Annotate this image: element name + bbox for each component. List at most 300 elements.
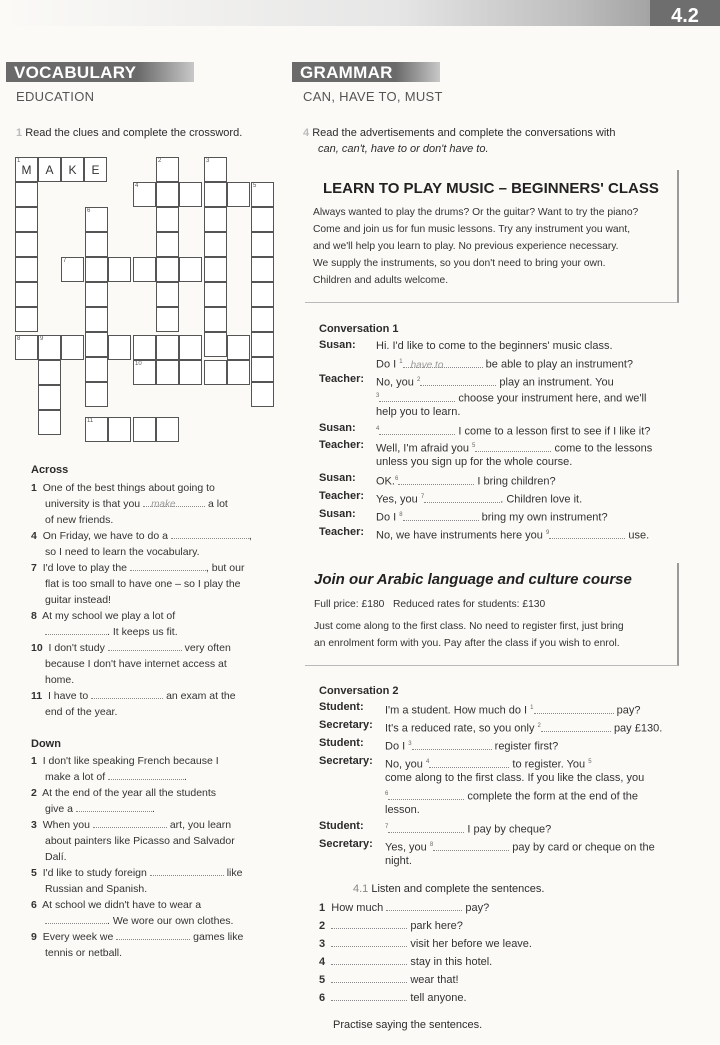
advert-price-reduced: Reduced rates for students: £130 (393, 599, 546, 610)
crossword-cell[interactable] (179, 182, 202, 207)
advert-price (314, 596, 674, 613)
dialogue-text: OK. (376, 475, 395, 488)
dialogue-text: come along to the first class. If you like the class, you (385, 772, 645, 784)
instruction-text: Read the advertisements and complete the conversations with (312, 127, 616, 139)
dialogue-line: Yes, you $^7$ . Children love it. (376, 493, 583, 506)
vocabulary-banner: VOCABULARY (6, 62, 194, 82)
clue-text: make a lot of (45, 771, 106, 783)
answer-blank[interactable] (108, 769, 184, 780)
crossword-cell[interactable] (133, 257, 156, 282)
clue-down-9 (31, 929, 291, 961)
clue-text: I'd love to play the (42, 562, 127, 574)
sentence-text: How much (331, 902, 384, 914)
sentence-item (319, 954, 492, 970)
sentence-item (319, 990, 467, 1006)
unit-tab: 4.2 (650, 0, 720, 26)
crossword-cell[interactable] (38, 157, 61, 182)
crossword-cell[interactable] (156, 360, 179, 385)
instruction-text: can, can't, have to or don't have to. (318, 143, 489, 155)
clue-down-5 (31, 865, 291, 897)
dialogue-text: . Children love it. (500, 493, 583, 506)
answer-blank[interactable] (108, 640, 182, 651)
answer-blank[interactable] (379, 391, 455, 402)
clue-text: university is that you (45, 498, 141, 510)
crossword-cell[interactable] (85, 382, 108, 407)
crossword-cell[interactable] (133, 417, 156, 442)
answer-blank[interactable] (45, 913, 107, 924)
speaker-label: Secretary: (319, 838, 373, 850)
crossword-cell[interactable] (251, 307, 274, 332)
speaker-label: Teacher: (319, 373, 365, 385)
clue-number: 5 (31, 867, 37, 879)
crossword-cell[interactable] (15, 257, 38, 282)
crossword-cell[interactable] (15, 232, 38, 257)
crossword-cell[interactable] (204, 182, 227, 207)
answer-blank[interactable] (331, 918, 407, 929)
dialogue-text: come to the lessons (554, 442, 653, 455)
dialogue-text: Yes, you (376, 493, 418, 506)
dialogue-text: Do I (385, 740, 406, 753)
answer-blank[interactable] (45, 624, 107, 635)
crossword-cell[interactable] (204, 360, 227, 385)
clue-across-7 (31, 560, 291, 608)
answer-blank[interactable] (541, 721, 611, 732)
clue-number: 4 (31, 530, 37, 542)
clue-text: When you (42, 819, 90, 831)
across-heading: Across (31, 464, 69, 476)
answer-blank[interactable] (150, 865, 224, 876)
dialogue-text: I bring children? (477, 475, 556, 488)
dialogue-text: play an instrument. You (499, 376, 614, 389)
item-number: 4 (319, 956, 326, 968)
clue-number: 2 (31, 787, 37, 799)
dialogue-text: No, we have instruments here you (376, 529, 543, 542)
crossword-cell[interactable] (156, 335, 179, 360)
clue-text: At school we didn't have to wear a (42, 899, 202, 911)
crossword-cell[interactable] (85, 307, 108, 332)
dialogue-line: Yes, you $^8$ pay by card or cheque on the (385, 841, 655, 854)
clue-number: 11 (31, 690, 43, 702)
clue-text: tennis or netball. (45, 947, 123, 959)
answer-blank[interactable] (424, 492, 500, 503)
clue-across-4 (31, 528, 291, 560)
crossword-cell[interactable] (38, 385, 61, 410)
conversation-1 (319, 338, 679, 548)
item-number: 3 (319, 938, 326, 950)
answer-blank[interactable] (475, 441, 551, 452)
clue-down-1 (31, 753, 291, 785)
crossword-cell[interactable]: 9 (38, 335, 61, 360)
dialogue-text: choose your instrument here, and we'll (458, 392, 647, 405)
dialogue-text: No, you (376, 376, 414, 389)
crossword-cell[interactable]: 8 (15, 335, 38, 360)
clue-text: like (226, 867, 243, 879)
crossword-cell[interactable]: 11 (85, 417, 108, 442)
clue-number: 9 (31, 931, 37, 943)
clue-across-11 (31, 688, 291, 720)
crossword-cell[interactable]: 2 (156, 157, 179, 182)
crossword-cell[interactable] (204, 232, 227, 257)
crossword-cell[interactable] (156, 282, 179, 307)
crossword-cell[interactable] (204, 257, 227, 282)
clue-text: Russian and Spanish. (45, 883, 148, 895)
clue-text: . We wore our own clothes. (107, 915, 234, 927)
clue-text: because I don't have internet access at (45, 658, 227, 670)
speaker-label: Teacher: (319, 439, 365, 451)
exercise-number: 4 (303, 127, 310, 139)
clue-text: end of the year. (45, 706, 118, 718)
crossword-cell[interactable] (108, 335, 131, 360)
sentence-item (319, 972, 459, 988)
sample-answer: make (151, 499, 176, 510)
clue-text: an exam at the (166, 690, 236, 702)
crossword-cell[interactable] (179, 335, 202, 360)
dialogue-text: I pay by cheque? (467, 823, 552, 836)
grammar-banner: GRAMMAR (292, 62, 440, 82)
answer-blank[interactable] (403, 510, 479, 521)
answer-blank[interactable] (549, 528, 625, 539)
speaker-label: Teacher: (319, 490, 365, 502)
sentence-item (319, 936, 532, 952)
clue-text: of new friends. (45, 514, 114, 526)
speaker-label: Secretary: (319, 719, 373, 731)
crossword-letter: K (68, 163, 77, 177)
crossword-letter: A (45, 163, 54, 177)
clue-text: Every week we (42, 931, 114, 943)
crossword-cell[interactable] (85, 232, 108, 257)
crossword-cell[interactable] (227, 360, 250, 385)
crossword-letter: M (21, 163, 32, 177)
answer-blank[interactable] (379, 424, 455, 435)
crossword-cell[interactable] (108, 257, 131, 282)
dialogue-line: $^3$ choose your instrument here, and we'll (376, 392, 647, 405)
advert-line: an enrolment form with you. Pay after the class if you wish to enrol. (314, 638, 620, 649)
crossword-cell[interactable] (133, 335, 156, 360)
clue-down-2 (31, 785, 291, 817)
dialogue-text: I'm a student. How much do I (385, 704, 528, 717)
crossword-cell[interactable] (156, 417, 179, 442)
speaker-label: Student: (319, 820, 364, 832)
clue-text: give a (45, 803, 74, 815)
clue-text: . It keeps us fit. (107, 626, 178, 638)
answer-blank[interactable] (331, 972, 407, 983)
vocabulary-instruction (16, 125, 286, 141)
crossword-cell[interactable] (251, 207, 274, 232)
dialogue-text: pay? (616, 704, 641, 717)
dialogue-text: Well, I'm afraid you (376, 442, 469, 455)
clue-text: I don't study (48, 642, 105, 654)
dialogue-line: No, you $^4$ to register. You $^5$ (385, 758, 592, 771)
sentence-text: visit her before we leave. (410, 938, 532, 950)
dialogue-line: $^7$ I pay by cheque? (385, 823, 552, 836)
dialogue-line: OK.$^6$ I bring children? (376, 475, 556, 488)
sentence-text: tell anyone. (410, 992, 467, 1004)
answer-blank[interactable] (388, 789, 464, 800)
sentence-item (319, 900, 489, 916)
clue-text: One of the best things about going to (42, 482, 215, 494)
crossword-cell[interactable]: 3 (204, 157, 227, 182)
crossword-cell[interactable]: 7 (61, 257, 84, 282)
dialogue-line (385, 853, 412, 869)
dialogue-text: Hi. I'd like to come to the beginners' music class. (376, 340, 613, 352)
clue-number: 8 (31, 610, 37, 622)
dialogue-line: Do I $^3$ register first? (385, 740, 559, 753)
instruction-text: Listen and complete the sentences. (371, 883, 545, 895)
answer-blank[interactable] (130, 560, 206, 571)
crossword-cell[interactable] (251, 282, 274, 307)
answer-blank[interactable] (429, 757, 509, 768)
clue-down-6 (31, 897, 291, 929)
dialogue-line: Do I $^1$ have to be able to play an instrument? (376, 358, 634, 371)
grammar-subtitle: CAN, HAVE TO, MUST (303, 89, 443, 104)
crossword-cell[interactable] (38, 360, 61, 385)
clue-text: I don't like speaking French because I (42, 755, 219, 767)
answer-blank[interactable] (398, 474, 474, 485)
clue-text: guitar instead! (45, 594, 111, 606)
crossword-cell[interactable] (61, 157, 84, 182)
top-bar (0, 0, 720, 26)
crossword-cell[interactable] (84, 157, 107, 182)
answer-blank[interactable] (331, 936, 407, 947)
clue-text: art, you learn (169, 819, 232, 831)
clue-number: 7 (31, 562, 37, 574)
dialogue-line: It's a reduced rate, so you only $^2$ pay £130. (385, 722, 663, 735)
dialogue-line: $^4$ I come to a lesson first to see if I like it? (376, 425, 651, 438)
dialogue-line: Well, I'm afraid you $^5$ come to the lessons (376, 442, 653, 455)
sentence-item (319, 918, 463, 934)
crossword-cell[interactable] (251, 332, 274, 357)
advert-body (314, 596, 674, 652)
dialogue-text: I come to a lesson first to see if I like it? (458, 425, 651, 438)
dialogue-line (385, 802, 420, 818)
dialogue-text: It's a reduced rate, so you only (385, 722, 535, 735)
sample-answer: have to (410, 359, 444, 371)
clue-down-3 (31, 817, 291, 865)
answer-blank[interactable] (403, 357, 483, 371)
advert-line: We supply the instruments, so you don't need to bring your own. (313, 258, 606, 269)
clue-number: 6 (31, 899, 37, 911)
advert-arabic (305, 563, 679, 666)
advert-body (313, 204, 675, 289)
dialogue-line: No, you $^2$ play an instrument. You (376, 376, 614, 389)
crossword-cell[interactable] (15, 282, 38, 307)
advert-line: Just come along to the first class. No need to register first, just bring (314, 621, 624, 632)
crossword-cell[interactable] (156, 257, 179, 282)
sentence-text: wear that! (410, 974, 459, 986)
item-number: 2 (319, 920, 326, 932)
speaker-label: Student: (319, 737, 364, 749)
item-number: 6 (319, 992, 326, 1004)
crossword-cell[interactable] (204, 307, 227, 332)
crossword-cell[interactable]: 4 (133, 182, 156, 207)
clue-text: home. (45, 674, 75, 686)
crossword-cell[interactable] (204, 332, 227, 357)
conversation-2 (319, 700, 679, 870)
advert-music (305, 170, 679, 303)
crossword-cell[interactable] (227, 335, 250, 360)
clue-text: a lot (207, 498, 228, 510)
conversation-2-title: Conversation 2 (319, 685, 399, 697)
speaker-label: Susan: (319, 339, 356, 351)
listen-sentences (319, 900, 679, 1010)
clue-text: On Friday, we have to do a (42, 530, 168, 542)
crossword-cell[interactable] (15, 207, 38, 232)
crossword-cell[interactable] (85, 357, 108, 382)
crossword-cell[interactable] (85, 257, 108, 282)
answer-blank[interactable] (412, 739, 492, 750)
clue-text: Dalí. (45, 851, 67, 863)
crossword-cell[interactable] (204, 207, 227, 232)
clue-across-1 (31, 480, 291, 528)
clue-text: . (151, 803, 155, 815)
dialogue-text: pay by card or cheque on the (512, 841, 655, 854)
dialogue-text: Do I (376, 511, 397, 524)
clue-text: I have to (47, 690, 89, 702)
item-number: 1 (319, 902, 326, 914)
crossword-cell[interactable] (156, 307, 179, 332)
instruction-text: Read the clues and complete the crossword. (25, 127, 243, 139)
clue-number: 3 (31, 819, 37, 831)
answer-blank[interactable] (388, 822, 464, 833)
crossword-cell[interactable] (156, 232, 179, 257)
advert-line: Children and adults welcome. (313, 275, 449, 286)
answer-blank[interactable] (116, 929, 190, 940)
item-number: 5 (319, 974, 326, 986)
crossword-cell[interactable] (251, 357, 274, 382)
crossword-cell[interactable]: 5 (251, 182, 274, 207)
audio-track-number: 4.1 (353, 883, 369, 895)
dialogue-text: bring my own instrument? (481, 511, 608, 524)
dialogue-text: night. (385, 855, 412, 867)
crossword-cell[interactable] (251, 382, 274, 407)
clue-number: 10 (31, 642, 43, 654)
advert-price-full: Full price: £180 (314, 599, 385, 610)
dialogue-line (376, 338, 613, 354)
crossword-cell[interactable] (38, 410, 61, 435)
crossword-cell[interactable] (204, 282, 227, 307)
crossword-cell[interactable] (15, 182, 38, 207)
crossword-cell[interactable] (179, 257, 202, 282)
clue-text: I'd like to study foreign (42, 867, 147, 879)
dialogue-text: register first? (494, 740, 559, 753)
exercise-number: 1 (16, 127, 23, 139)
clue-text: about painters like Picasso and Salvador (45, 835, 235, 847)
crossword-cell[interactable] (156, 182, 179, 207)
crossword-cell[interactable] (85, 332, 108, 357)
across-clues (31, 480, 291, 720)
down-clues (31, 753, 291, 961)
clue-text: . (184, 771, 187, 783)
crossword-cell[interactable] (61, 335, 84, 360)
dialogue-line: Do I $^8$ bring my own instrument? (376, 511, 608, 524)
speaker-label: Susan: (319, 508, 356, 520)
crossword-cell[interactable] (179, 360, 202, 385)
sentence-text: stay in this hotel. (410, 956, 493, 968)
speaker-label: Susan: (319, 472, 356, 484)
dialogue-text: be able to play an instrument? (485, 358, 634, 371)
advert-line: Always wanted to play the drums? Or the guitar? Want to try the piano? (313, 207, 639, 218)
advert-line: and we'll help you learn to play. No previous experience necessary. (313, 241, 619, 252)
crossword-cell[interactable] (108, 417, 131, 442)
clue-number: 1 (31, 755, 37, 767)
answer-blank[interactable] (143, 496, 205, 510)
dialogue-text: No, you (385, 758, 423, 771)
dialogue-line (385, 770, 644, 786)
answer-blank[interactable] (331, 990, 407, 1001)
dialogue-text: complete the form at the end of the (467, 790, 639, 803)
crossword-cell[interactable]: 6 (85, 207, 108, 232)
crossword-cell[interactable] (85, 282, 108, 307)
vocabulary-subtitle: EDUCATION (16, 89, 95, 104)
answer-blank[interactable] (331, 954, 407, 965)
dialogue-line: I'm a student. How much do I $^1$ pay? (385, 704, 641, 717)
dialogue-line (376, 454, 572, 470)
sentence-text: pay? (465, 902, 490, 914)
clue-across-10 (31, 640, 291, 688)
advert-title: LEARN TO PLAY MUSIC – BEGINNERS' CLASS (323, 180, 659, 197)
dialogue-text: Yes, you (385, 841, 427, 854)
answer-blank[interactable] (420, 375, 496, 386)
speaker-label: Secretary: (319, 755, 373, 767)
answer-blank[interactable] (171, 528, 249, 539)
grammar-instruction (303, 125, 683, 157)
clue-text: At my school we play a lot of (42, 610, 176, 622)
answer-blank[interactable] (433, 840, 509, 851)
clue-across-8 (31, 608, 291, 640)
clue-text: , but our (205, 562, 245, 574)
dialogue-text: unless you sign up for the whole course. (376, 456, 573, 468)
dialogue-text: help you to learn. (376, 406, 461, 418)
clue-text: so I need to learn the vocabulary. (45, 546, 200, 558)
answer-blank[interactable] (386, 900, 462, 911)
clue-text: At the end of the year all the students (42, 787, 217, 799)
clue-text: games like (193, 931, 244, 943)
clue-text: , (248, 530, 252, 542)
down-heading: Down (31, 738, 61, 750)
crossword-cell[interactable]: 1 M (15, 157, 38, 182)
clue-text: very often (184, 642, 231, 654)
practise-instruction: Practise saying the sentences. (333, 1019, 483, 1031)
answer-blank[interactable] (534, 703, 614, 714)
speaker-label: Teacher: (319, 526, 365, 538)
crossword-cell[interactable] (251, 232, 274, 257)
answer-blank[interactable] (91, 688, 163, 699)
clue-number: 1 (31, 482, 37, 494)
dialogue-line: No, we have instruments here you $^9$ use. (376, 529, 650, 542)
listen-instruction (353, 881, 544, 897)
crossword-cell[interactable]: 10 (133, 360, 156, 385)
dialogue-text: Do I (376, 358, 397, 371)
crossword-cell[interactable] (251, 257, 274, 282)
dialogue-text: use. (628, 529, 650, 542)
dialogue-text: lesson. (385, 804, 420, 816)
answer-blank[interactable] (76, 801, 152, 812)
sentence-text: park here? (410, 920, 463, 932)
speaker-label: Susan: (319, 422, 356, 434)
dialogue-line (376, 404, 460, 420)
crossword-cell[interactable] (15, 307, 38, 332)
advert-line: Come and join us for fun music lessons. Try any instrument you want, (313, 224, 631, 235)
speaker-label: Student: (319, 701, 364, 713)
conversation-1-title: Conversation 1 (319, 323, 399, 335)
dialogue-text: to register. You (512, 758, 586, 771)
crossword-cell[interactable] (227, 182, 250, 207)
advert-title: Join our Arabic language and culture course (314, 571, 632, 588)
answer-blank[interactable] (93, 817, 167, 828)
crossword-cell[interactable] (156, 207, 179, 232)
crossword-grid[interactable] (15, 157, 280, 442)
clue-text: flat is too small to have one – so I play the (45, 578, 241, 590)
